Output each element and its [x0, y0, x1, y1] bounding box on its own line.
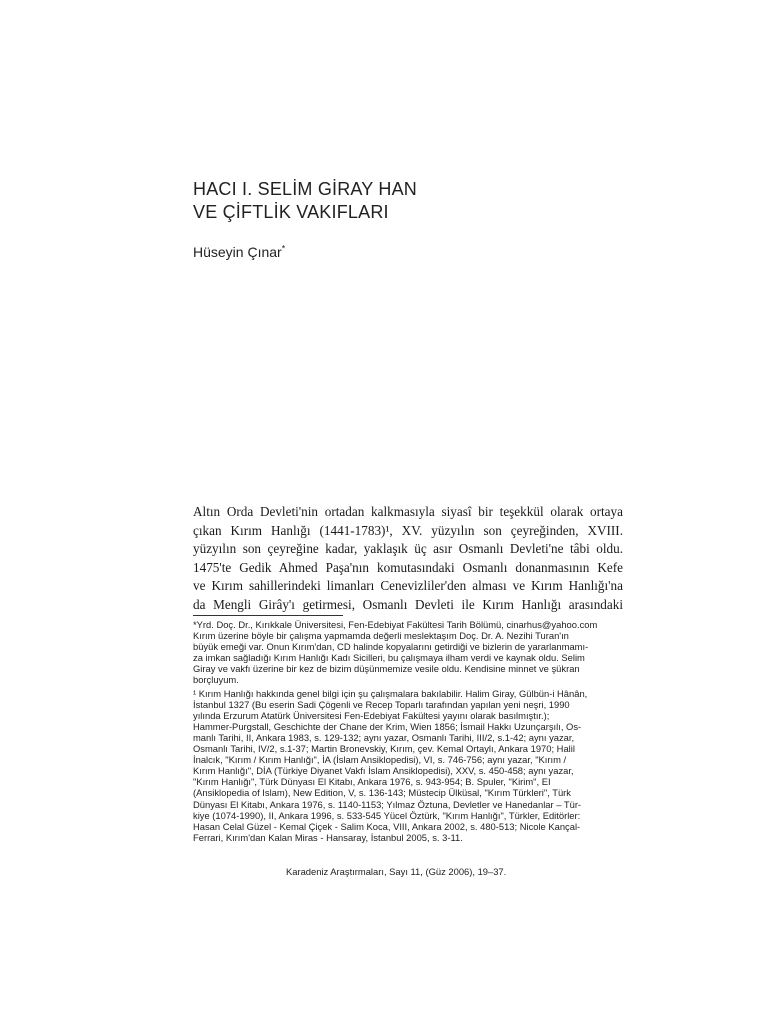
footnote-1-line: Kırım Hanlığı", DİA (Türkiye Diyanet Vakfı İslam Ansiklopedisi), XXV, s. 450-458; aynı yazar, [193, 765, 574, 777]
journal-citation: Karadeniz Araştırmaları, Sayı 11, (Güz 2006), 19–37. [286, 866, 507, 877]
footnote-author-line: borçluyum. [193, 674, 239, 686]
footnote-divider [193, 615, 343, 616]
author-name-text: Hüseyin Çınar [193, 244, 282, 260]
footnote-1-line: Osmanlı Tarihi, IV/2, s.1-37; Martin Bronevskiy, Kırım, çev. Kemal Ortaylı, Ankara 1970; Halil [193, 743, 575, 755]
footnote-author-line: büyük emeği var. Onun Kırım'dan, CD halinde kopyalarını getirdiği ve bizlerin de yararlanmamı- [193, 641, 589, 653]
footnote-1-line: Hasan Celal Güzel - Kemal Çiçek - Salim Koca, VIII, Ankara 2002, s. 480-513; Nicole Kançal- [193, 820, 581, 832]
footnote-1-line: manlı Tarihi, II, Ankara 1983, s. 129-132; aynı yazar, Osmanlı Tarihi, III/2, s.1-42; aynı yazar, [193, 731, 575, 743]
body-line: Altın Orda Devleti'nin ortadan kalkmasıyla siyasî bir teşekkül olarak ortaya [193, 504, 623, 519]
body-paragraph [193, 503, 623, 614]
author-footnote-mark: * [281, 243, 286, 254]
title-line-2: VE ÇİFTLİK VAKIFLARI [193, 202, 389, 222]
footnote-author-line: *Yrd. Doç. Dr., Kırıkkale Üniversitesi, Fen-Edebiyat Fakültesi Tarih Bölümü, cinarhus@yahoo.com [193, 619, 598, 630]
footnote-1-line: (Ansiklopedia of Islam), New Edition, V, s. 136-143; Müstecip Ülküsal, "Kırım Türkleri", Türk [193, 787, 571, 799]
footnote-1-line: İstanbul 1327 (Bu eserin Sadi Çögenli ve Recep Toparlı tarafından yapılan yeni neşri, 1990 [193, 698, 570, 710]
footnote-1-line: ¹ Kırım Hanlığı hakkında genel bilgi için şu çalışmalara bakılabilir. Halim Giray, Gülbün-i Hânân, [193, 687, 588, 699]
footnote-author-line: Giray ve vakfı üzerine bir kez de bizim düşünmemize vesile oldu. Kendisine minnet ve şükran [193, 663, 580, 675]
body-line: da Mengli Girây'ı getirmesi, Osmanlı Devleti ile Kırım Hanlığı arasındaki [193, 596, 623, 612]
author-name [193, 244, 285, 260]
body-line: 1475'te Gedik Ahmed Paşa'nın komutasındaki Osmanlı donanmasının Kefe [193, 559, 623, 575]
body-line: ve Kırım sahillerindeki limanları Cenevizliler'den alması ve Kırım Hanlığı'na [193, 578, 623, 593]
title-line-1: HACI I. SELİM GİRAY HAN [193, 179, 417, 199]
footnote-1-line: Dünyası El Kitabı, Ankara 1976, s. 1140-1153; Yılmaz Öztuna, Devletler ve Hanedanlar – Tür- [193, 798, 582, 810]
article-title [193, 178, 533, 224]
footnote-1-line: kiye (1074-1990), II, Ankara 1996, s. 533-545 Yücel Öztürk, "Kırım Hanlığı", Türkler, Editörler: [193, 809, 581, 821]
footnote-1-line: Ferrari, Kırım'dan Kalan Miras - Hansaray, İstanbul 2005, s. 3-11. [193, 831, 463, 843]
footnote-1-line: "Kırım Hanlığı", Türk Dünyası El Kitabı, Ankara 1976, s. 943-954; B. Spuler, "Kirim", EI [193, 776, 551, 788]
body-line: yüzyılın son çeyreğine kadar, yaklaşık üç asır Osmanlı Devleti'ne tâbi oldu. [193, 541, 623, 556]
footnote-1-line: İnalcık, "Kırım / Kırım Hanlığı", İA (İslam Ansiklopedisi), VI, s. 746-756; aynı yazar, "Kırım / [193, 754, 567, 766]
footnotes [193, 619, 625, 843]
footnote-1-line: yılında Erzurum Atatürk Üniversitesi Fen-Edebiyat Fakültesi yayını olarak basılmıştır.); [193, 709, 550, 721]
footnote-author-line: za imkan sağladığı Kırım Hanlığı Kadı Sicilleri, bu çalışmaya ilham verdi ve kaynak oldu. Selim [193, 652, 585, 664]
footnote-1-line: Hammer-Purgstall, Geschichte der Chane der Krim, Wien 1856; İsmail Hakkı Uzunçarşılı, Os- [193, 720, 582, 732]
footnote-author-line: Kırım üzerine böyle bir çalışma yapmamda değerli meslektaşım Doç. Dr. A. Nezihi Turan'ın [193, 630, 569, 642]
body-line: çıkan Kırım Hanlığı (1441-1783)¹, XV. yüzyılın son çeyreğinden, XVIII. [193, 522, 623, 538]
